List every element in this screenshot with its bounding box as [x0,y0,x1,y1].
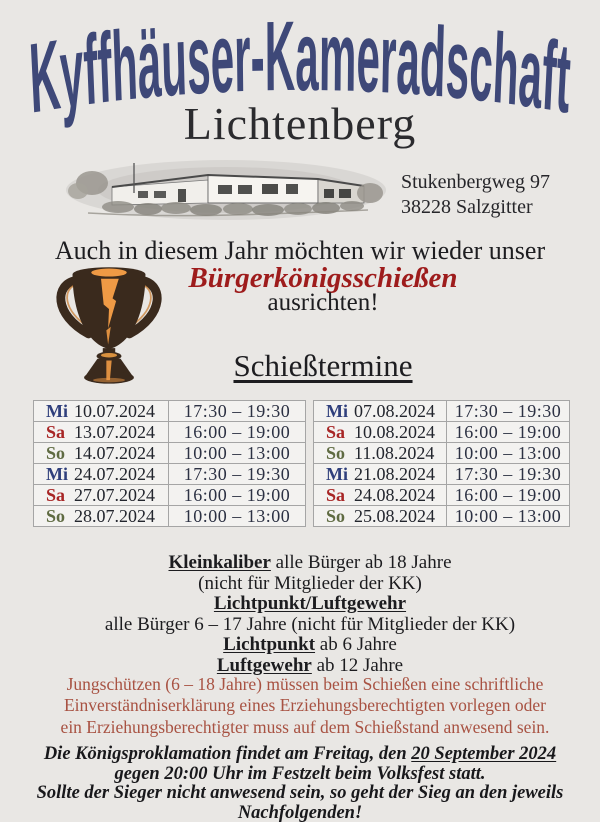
proclamation-section [0,745,600,822]
table-row [34,506,306,527]
youth-notice-line: Einverständniserklärung eines Erziehungsberechtigten vorlegen oder [63,695,547,716]
event-name: Bürgerkönigsschießen [188,262,458,294]
kleinkaliber-text: alle Bürger ab 18 Jahre [270,552,452,573]
lichtpunkt-luftgewehr-text: alle Bürger 6 – 17 Jahre (nicht für Mitglieder der KK) [104,613,516,635]
day-date-cell [314,443,447,464]
day-date-cell [34,422,169,443]
date-label: 11.08.2024 [354,443,435,463]
address-street: Stukenbergweg 97 [401,171,551,193]
date-label: 27.07.2024 [74,485,155,505]
lichtpunkt-luftgewehr-label: Lichtpunkt/Luftgewehr [213,593,407,615]
intro-line: Auch in diesem Jahr möchten wir wieder unser [54,236,546,265]
schedule-table-august [313,400,570,527]
day-label: So [326,443,346,463]
day-date-cell [314,401,447,422]
time-cell: 10:00 – 13:00 [447,443,570,464]
date-label: 07.08.2024 [354,401,435,421]
day-label: So [326,506,346,526]
time-cell: 10:00 – 13:00 [169,443,306,464]
table-row [314,464,570,485]
day-date-cell [34,485,169,506]
date-label: 10.07.2024 [74,401,155,421]
time-cell: 17:30 – 19:30 [169,401,306,422]
time-cell: 16:00 – 19:00 [447,485,570,506]
time-cell: 16:00 – 19:00 [169,422,306,443]
day-date-cell [34,464,169,485]
poster-title-text: Kyffhäuser-Kameradschaft [27,0,578,135]
day-date-cell [314,422,447,443]
day-label: Sa [46,422,66,442]
time-cell: 16:00 – 19:00 [447,422,570,443]
day-date-cell [314,464,447,485]
lichtpunkt-luftgewehr-line [20,594,600,615]
table-row [314,506,570,527]
address-city: 38228 Salzgitter [401,196,533,218]
proclamation-line: Sollte der Sieger nicht anwesend sein, so geht der Sieg an den jeweils [36,783,564,803]
table-row [34,443,306,464]
table-row [34,464,306,485]
poster-subtitle: Lichtenberg [183,98,417,149]
table-row [34,401,306,422]
day-date-cell [34,443,169,464]
youth-notice [8,674,600,738]
kleinkaliber-note: (nicht für Mitglieder der KK) [198,572,422,594]
day-label: Sa [46,485,66,505]
event-action-line: ausrichten! [267,289,379,316]
table-row [314,422,570,443]
day-label: So [46,443,66,463]
lichtpunkt-line [20,635,600,656]
day-label: So [46,506,66,526]
youth-notice-line: ein Erziehungsberechtigter muss auf dem Schießstand anwesend sein. [60,716,550,737]
address-block [401,170,550,220]
date-label: 24.08.2024 [354,485,435,505]
kleinkaliber-label: Kleinkaliber [168,552,271,573]
table-row [34,485,306,506]
time-cell: 17:30 – 19:30 [447,464,570,485]
day-date-cell [314,485,447,506]
time-cell: 10:00 – 13:00 [447,506,570,527]
luftgewehr-label: Luftgewehr [216,654,312,676]
schedule-tables [33,400,568,527]
time-cell: 10:00 – 13:00 [169,506,306,527]
day-date-cell [314,506,447,527]
table-row [314,485,570,506]
proclamation-date: 20 September 2024 [411,744,557,764]
proclamation-text: Die Königsproklamation findet am Freitag, den [43,744,412,764]
clubhouse-sketch-image [62,157,386,221]
schedule-heading: Schießtermine [233,348,413,383]
date-label: 24.07.2024 [74,464,155,484]
time-cell: 16:00 – 19:00 [169,485,306,506]
time-cell: 17:30 – 19:30 [169,464,306,485]
date-label: 28.07.2024 [74,506,155,526]
day-date-cell [34,506,169,527]
table-row [314,443,570,464]
day-date-cell [34,401,169,422]
date-label: 21.08.2024 [354,464,435,484]
day-label: Mi [326,464,348,484]
day-label: Mi [46,464,68,484]
kleinkaliber-line [20,553,600,574]
day-label: Sa [326,422,346,442]
date-label: 13.07.2024 [74,422,155,442]
youth-notice-line: Jungschützen (6 – 18 Jahre) müssen beim Schießen eine schriftliche [66,674,544,694]
day-label: Sa [326,485,346,505]
proclamation-line [0,745,600,765]
table-row [314,401,570,422]
lichtpunkt-label: Lichtpunkt [223,634,316,656]
categories-section [20,553,600,677]
day-label: Mi [46,401,68,421]
proclamation-line: Nachfolgenden! [237,802,363,822]
luftgewehr-text: ab 12 Jahre [311,654,404,676]
lichtpunkt-text: ab 6 Jahre [315,634,397,656]
date-label: 25.08.2024 [354,506,435,526]
table-row [34,422,306,443]
date-label: 14.07.2024 [74,443,155,463]
proclamation-line: gegen 20:00 Uhr im Festzelt beim Volksfest statt. [114,763,486,784]
schedule-table-july [33,400,306,527]
date-label: 10.08.2024 [354,422,435,442]
time-cell: 17:30 – 19:30 [447,401,570,422]
day-label: Mi [326,401,348,421]
